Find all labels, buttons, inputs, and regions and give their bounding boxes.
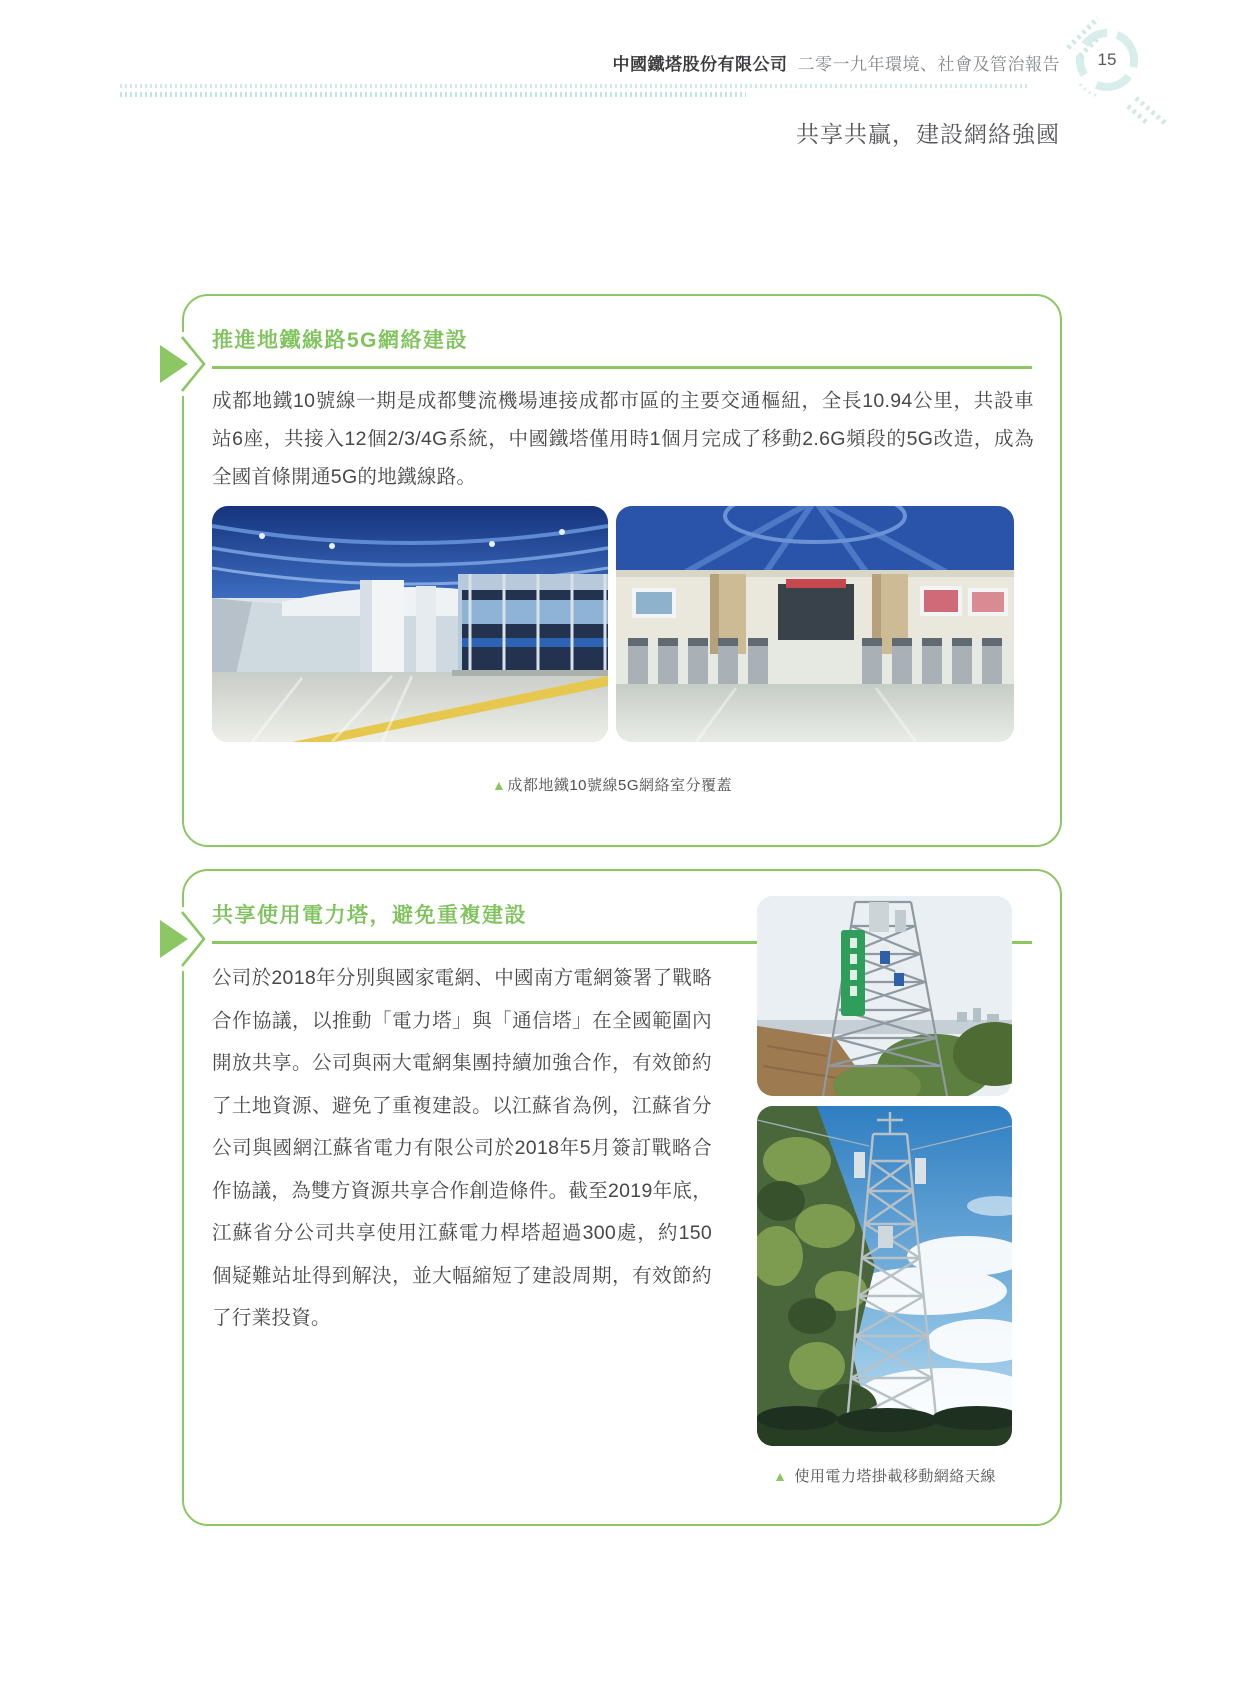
chevron-marker-icon: [159, 907, 207, 971]
photo-power-tower-sky: [757, 1106, 1012, 1446]
photo-metro-platform: [212, 506, 608, 742]
photo-caption-power: [737, 1465, 1032, 1486]
page-number: 15: [1097, 50, 1117, 69]
case-body-power: 公司於2018年分別與國家電網、中國南方電網簽署了戰略合作協議，以推動「電力塔」與「通信塔」在全國範圍內開放共享。公司與兩大電網集團持續加強合作，有效節約了土地資源、避免了重複建設。以江蘇省為例，江蘇省分公司與國網江蘇省電力有限公司於2018年5月簽訂戰略合作協議，為雙方資源共享合作創造條件。截至2019年底，江蘇省分公司共享使用江蘇電力桿塔超過300處，約150個疑難站址得到解決，並大幅縮短了建設周期，有效節約了行業投資。: [212, 967, 712, 1329]
caption-text: 使用電力塔掛載移動網絡天線: [794, 1468, 996, 1485]
case-body-metro: 成都地鐵10號線一期是成都雙流機場連接成都市區的主要交通樞紐，全長10.94公里，共設車站6座，共接入12個2/3/4G系統，中國鐵塔僅用時1個月完成了移動2.6G頻段的5G改造，成為全國首條開通5G的地鐵線路。: [212, 390, 1034, 488]
title-underline: [212, 366, 1032, 369]
company-name: 中國鐵塔股份有限公司: [612, 55, 788, 74]
header-divider-secondary: [120, 92, 746, 97]
report-title: 二零一九年環境、社會及管治報告: [797, 55, 1060, 74]
caption-text: 成都地鐵10號線5G網絡室分覆蓋: [507, 777, 733, 794]
photo-power-tower-workers: [757, 896, 1012, 1096]
case-box-metro-5g: [182, 294, 1062, 847]
page-number-badge: [1040, 4, 1180, 132]
case-box-power-tower: [182, 869, 1062, 1526]
photo-caption-metro: [212, 774, 1012, 795]
caption-triangle-icon: ▲: [773, 1468, 788, 1484]
photo-metro-concourse: [616, 506, 1014, 742]
case-title-metro: 推進地鐵線路5G網絡建設: [212, 329, 469, 352]
chevron-marker-icon: [159, 332, 207, 396]
page-header: [120, 50, 1060, 75]
section-title: 共享共贏，建設網絡強國: [796, 121, 1060, 147]
caption-triangle-icon: ▲: [491, 777, 507, 793]
header-divider-primary: [120, 84, 1028, 88]
case-title-power: 共享使用電力塔，避免重複建設: [212, 904, 527, 927]
